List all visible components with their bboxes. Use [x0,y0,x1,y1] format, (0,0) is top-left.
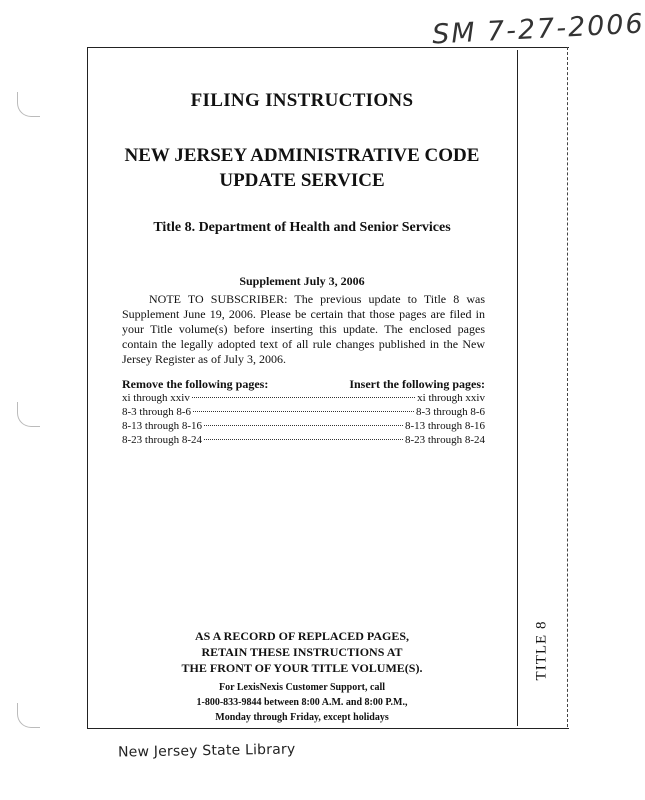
punch-hole [17,402,40,427]
page-instructions [122,377,485,447]
handwritten-annotation: SM 7-27-2006 [431,8,645,51]
remove-pages: 8-23 through 8-24 [122,434,203,446]
remove-pages: 8-13 through 8-16 [122,420,203,432]
page-row [122,419,485,433]
record-line3: THE FRONT OF YOUR TITLE VOLUME(S). [181,661,423,675]
tab-divider-line [517,50,518,726]
insert-pages: xi through xxiv [417,392,485,404]
page-row [122,433,485,447]
dot-leader [192,397,415,398]
insert-pages: 8-13 through 8-16 [404,420,485,432]
support-line1: For LexisNexis Customer Support, call [218,682,385,693]
record-instructions [87,628,517,676]
customer-support [87,680,517,725]
title-tab [522,610,562,690]
support-line3: Monday through Friday, except holidays [215,712,389,723]
title-name: Title 8. Department of Health and Senior Services [153,220,451,235]
heading: FILING INSTRUCTIONS [190,90,414,111]
punch-hole [17,92,40,117]
page-right-edge [567,47,568,727]
support-line2: 1-800-833-9844 between 8:00 A.M. and 8:00 P.M., [196,697,408,708]
code-title [87,143,517,193]
supplement-date: Supplement July 3, 2006 [239,274,365,288]
punch-hole [17,703,40,728]
subscriber-note: NOTE TO SUBSCRIBER: The previous update to Title 8 was Supplement June 19, 2006. Please be certain that those pages are filed in your Title volume(s) before inserting this update. The enclosed pages contain the legally adopted text of all rule changes published in the New Jersey Register as of July 3, 2006. [122,292,485,366]
dot-leader [193,411,414,412]
dot-leader [204,439,403,440]
page-row [122,391,485,405]
code-title-line1: NEW JERSEY ADMINISTRATIVE CODE [124,145,480,166]
code-title-line2: UPDATE SERVICE [219,170,385,191]
title-tab-label: TITLE 8 [533,620,550,680]
record-line2: RETAIN THESE INSTRUCTIONS AT [201,645,403,659]
insert-pages: 8-3 through 8-6 [415,406,485,418]
page-instructions-header [122,377,485,391]
record-line1: AS A RECORD OF REPLACED PAGES, [194,629,410,643]
remove-pages: xi through xxiv [122,392,190,404]
remove-pages: 8-3 through 8-6 [122,406,192,418]
insert-pages: 8-23 through 8-24 [404,434,485,446]
insert-header: Insert the following pages: [349,377,485,391]
dot-leader [204,425,403,426]
page-row [122,405,485,419]
remove-header: Remove the following pages: [122,377,269,391]
library-stamp: New Jersey State Library [117,741,296,761]
